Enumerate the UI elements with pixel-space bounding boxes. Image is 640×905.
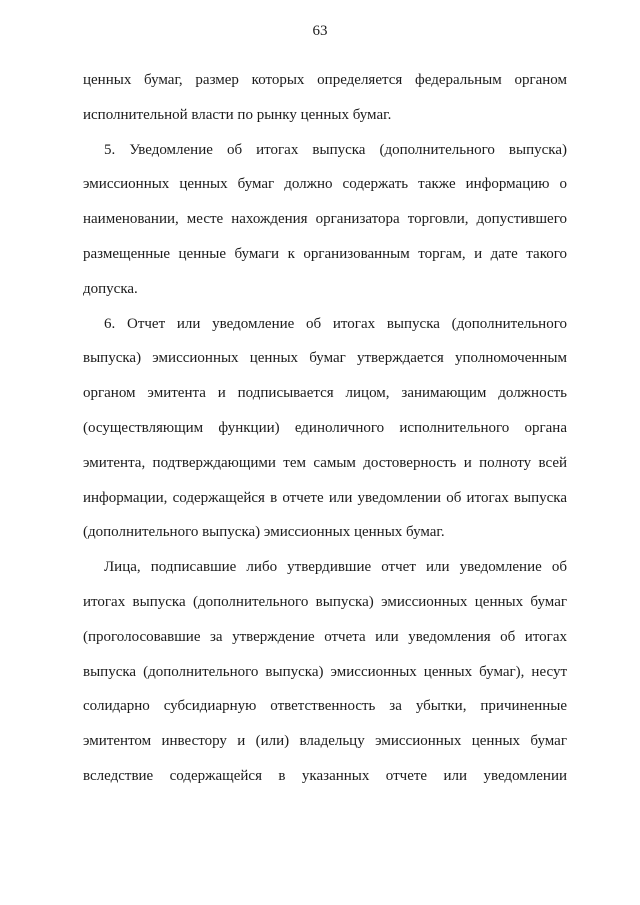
text-line: 6. Отчет или уведомление об итогах выпуска (дополнительного bbox=[104, 315, 567, 332]
text-line: информации, содержащейся в отчете или уведомлении об итогах выпуска bbox=[83, 489, 567, 506]
text-line: допуска. bbox=[83, 280, 138, 297]
text-line: ценных бумаг, размер которых определяется федеральным органом bbox=[83, 72, 567, 88]
text-line: эмиссионных ценных бумаг должно содержать также информацию о bbox=[83, 176, 567, 193]
text-line: эмитентом инвестору и (или) владельцу эмиссионных ценных бумаг bbox=[83, 733, 567, 750]
text-line: наименовании, месте нахождения организатора торговли, допустившего bbox=[83, 211, 567, 228]
text-line: исполнительной власти по рынку ценных бумаг. bbox=[83, 106, 392, 123]
text-line: размещенные ценные бумаги к организованным торгам, и дате такого bbox=[83, 245, 567, 262]
text-line: 5. Уведомление об итогах выпуска (дополнительного выпуска) bbox=[104, 141, 567, 158]
text-line: (проголосовавшие за утверждение отчета или уведомления об итогах bbox=[83, 628, 567, 645]
text-line: выпуска) эмиссионных ценных бумаг утверждается уполномоченным bbox=[83, 350, 567, 367]
text-line: итогах выпуска (дополнительного выпуска) эмиссионных ценных бумаг bbox=[83, 593, 567, 610]
page-number: 63 bbox=[312, 23, 328, 39]
text-line: солидарно субсидиарную ответственность за убытки, причиненные bbox=[83, 698, 567, 715]
text-line: органом эмитента и подписывается лицом, занимающим должность bbox=[83, 385, 567, 402]
text-line: вследствие содержащейся в указанных отчете или уведомлении bbox=[83, 767, 567, 784]
text-line: (дополнительного выпуска) эмиссионных ценных бумаг. bbox=[83, 524, 445, 541]
text-line: эмитента, подтверждающими тем самым достоверность и полноту всей bbox=[83, 454, 567, 471]
document-body bbox=[83, 63, 567, 794]
text-line: выпуска (дополнительного выпуска) эмиссионных ценных бумаг), несут bbox=[83, 663, 567, 680]
text-line: Лица, подписавшие либо утвердившие отчет или уведомление об bbox=[104, 559, 567, 576]
text-line: (осуществляющим функции) единоличного исполнительного органа bbox=[83, 419, 567, 436]
